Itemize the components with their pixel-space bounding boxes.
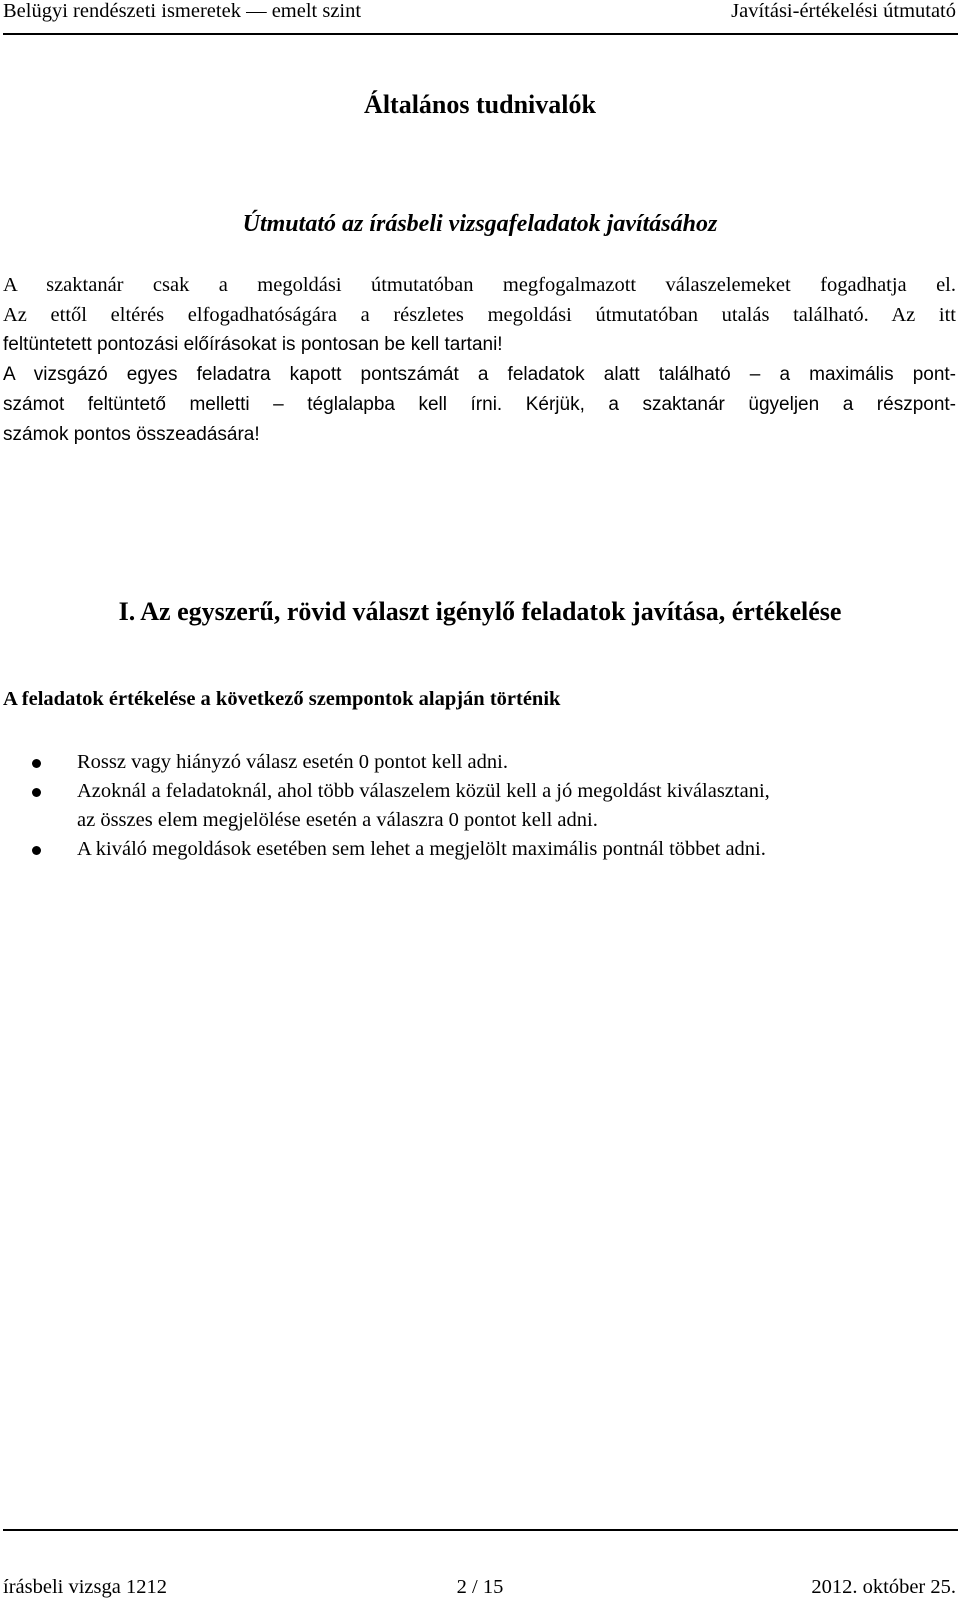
intro-line: A vizsgázó egyes feladatra kapott pontszámát a feladatok alatt található – a maximális pont- [3,364,956,385]
page-header [0,0,960,34]
page-subtitle: Útmutató az írásbeli vizsgafeladatok javításához [242,211,718,237]
footer-divider [3,1529,958,1531]
list-item [0,748,960,777]
list-item [0,835,960,864]
intro-line: számok pontos összeadására! [3,424,260,445]
section-subtitle: A feladatok értékelése a következő szempontok alapján történik [3,688,561,710]
intro-line: számot feltüntető melletti – téglalapba kell írni. Kérjük, a szaktanár ügyeljen a részpont- [3,394,956,415]
header-divider [3,33,958,35]
bullet-icon [32,788,41,797]
list-item-text: Azoknál a feladatoknál, ahol több válaszelem közül kell a jó megoldást kiválasztani, [77,780,770,802]
section-title: I. Az egyszerű, rövid választ igénylő feladatok javítása, értékelése [118,597,842,626]
intro-line: A szaktanár csak a megoldási útmutatóban megfogalmazott válaszelemeket fogadhatja el. [3,274,956,296]
footer-page-number: 2 / 15 [456,1576,504,1598]
rules-list [0,748,960,864]
header-document-type: Javítási-értékelési útmutató [731,0,956,22]
intro-text [3,270,956,450]
footer-exam-code: írásbeli vizsga 1212 [3,1576,167,1598]
intro-line: feltüntetett pontozási előírásokat is pontosan be kell tartani! [3,334,503,355]
bullet-icon [32,846,41,855]
footer-date: 2012. október 25. [811,1576,956,1598]
bullet-icon [32,759,41,768]
list-item-text: Rossz vagy hiányzó válasz esetén 0 pontot kell adni. [77,751,508,773]
list-item-text: A kiváló megoldások esetében sem lehet a megjelölt maximális pontnál többet adni. [77,838,766,860]
header-exam-subject: Belügyi rendészeti ismeretek — emelt szint [3,0,362,22]
list-item [0,777,960,835]
intro-line: Az ettől eltérés elfogadhatóságára a részletes megoldási útmutatóban utalás található. Az itt [3,304,956,326]
list-item-text: az összes elem megjelölése esetén a válaszra 0 pontot kell adni. [77,809,598,831]
page-title: Általános tudnivalók [364,90,596,119]
